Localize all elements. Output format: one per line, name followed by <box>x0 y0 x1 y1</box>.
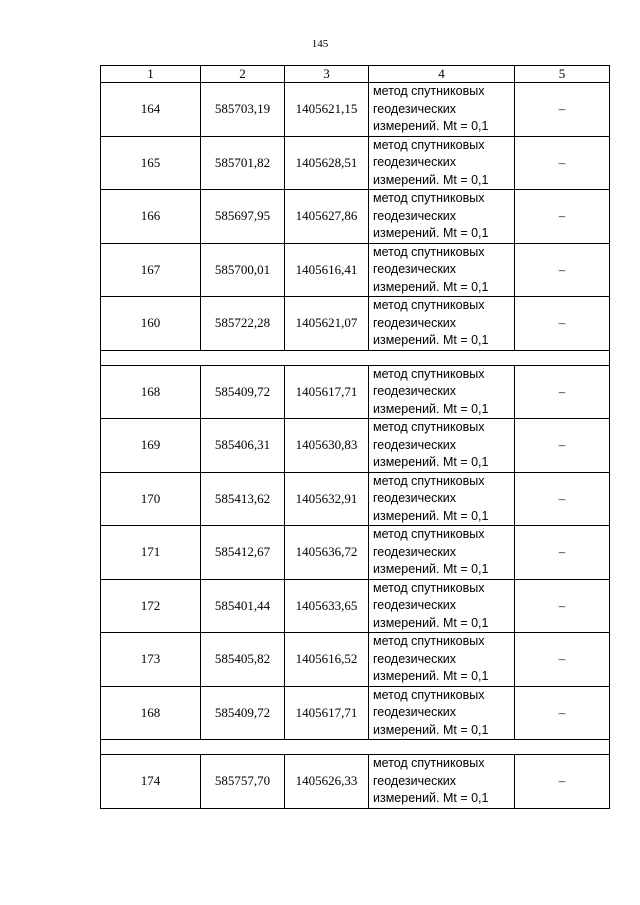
dash-cell: – <box>515 526 610 580</box>
dash-cell: – <box>515 755 610 809</box>
x-coordinate-cell: 585406,31 <box>201 419 285 473</box>
method-line: метод спутниковых <box>373 84 485 98</box>
method-cell <box>369 633 515 687</box>
method-line: геодезических <box>373 315 457 330</box>
table-row <box>101 579 610 633</box>
y-coordinate-cell: 1405632,91 <box>285 472 369 526</box>
method-cell <box>369 526 515 580</box>
table-row <box>101 83 610 137</box>
method-line: геодезических <box>373 101 457 116</box>
dash-cell: – <box>515 190 610 244</box>
y-coordinate-cell: 1405636,72 <box>285 526 369 580</box>
y-coordinate-cell: 1405630,83 <box>285 419 369 473</box>
method-line: метод спутниковых <box>373 634 485 648</box>
method-line: измерений. Mt = 0,1 <box>373 119 489 133</box>
column-header-1: 1 <box>101 66 201 83</box>
x-coordinate-cell: 585757,70 <box>201 755 285 809</box>
table-row <box>101 243 610 297</box>
y-coordinate-cell: 1405616,41 <box>285 243 369 297</box>
page-number: 145 <box>311 38 329 50</box>
point-number-cell: 171 <box>101 526 201 580</box>
point-number-cell: 167 <box>101 243 201 297</box>
group-separator-cell <box>101 740 610 755</box>
point-number-cell: 172 <box>101 579 201 633</box>
y-coordinate-cell: 1405616,52 <box>285 633 369 687</box>
dash-cell: – <box>515 297 610 351</box>
column-header-5: 5 <box>515 66 610 83</box>
table-row <box>101 190 610 244</box>
method-line: метод спутниковых <box>373 580 485 595</box>
group-separator-cell <box>101 350 610 365</box>
y-coordinate-cell: 1405617,71 <box>285 365 369 419</box>
x-coordinate-cell: 585722,28 <box>201 297 285 351</box>
table-row <box>101 419 610 473</box>
method-line: измерений. Mt = 0,1 <box>373 279 489 294</box>
method-cell <box>369 297 515 351</box>
dash-cell: – <box>515 686 610 740</box>
dash-cell: – <box>515 579 610 633</box>
method-line: измерений. Mt = 0,1 <box>373 172 489 187</box>
method-line: геодезических <box>373 491 457 505</box>
point-number-cell: 168 <box>101 365 201 419</box>
table-row <box>101 755 610 809</box>
x-coordinate-cell: 585700,01 <box>201 243 285 297</box>
table-header-row <box>101 66 610 83</box>
table-row <box>101 297 610 351</box>
x-coordinate-cell: 585405,82 <box>201 633 285 687</box>
method-line: геодезических <box>373 544 457 559</box>
dash-cell: – <box>515 83 610 137</box>
dash-cell: – <box>515 472 610 526</box>
method-line: метод спутниковых <box>373 756 485 770</box>
point-number-cell: 164 <box>101 83 201 137</box>
table-row <box>101 526 610 580</box>
x-coordinate-cell: 585413,62 <box>201 472 285 526</box>
column-header-3: 3 <box>285 66 369 83</box>
method-line: геодезических <box>373 262 457 276</box>
method-line: геодезических <box>373 208 457 223</box>
x-coordinate-cell: 585409,72 <box>201 365 285 419</box>
table-row <box>101 472 610 526</box>
method-line: измерений. Mt = 0,1 <box>373 615 489 630</box>
method-line: измерений. Mt = 0,1 <box>373 508 489 523</box>
point-number-cell: 173 <box>101 633 201 687</box>
method-line: метод спутниковых <box>373 527 485 541</box>
method-line: измерений. Mt = 0,1 <box>373 562 489 576</box>
method-line: метод спутниковых <box>373 473 485 488</box>
point-number-cell: 170 <box>101 472 201 526</box>
method-line: метод спутниковых <box>373 137 485 152</box>
method-line: измерений. Mt = 0,1 <box>373 669 489 683</box>
group-separator-row <box>101 350 610 365</box>
table-row <box>101 365 610 419</box>
method-line: измерений. Mt = 0,1 <box>373 791 489 805</box>
table-body <box>101 83 610 809</box>
method-line: геодезических <box>373 384 457 398</box>
dash-cell: – <box>515 243 610 297</box>
method-cell <box>369 686 515 740</box>
column-header-4: 4 <box>369 66 515 83</box>
y-coordinate-cell: 1405627,86 <box>285 190 369 244</box>
method-line: измерений. Mt = 0,1 <box>373 722 489 737</box>
method-line: измерений. Mt = 0,1 <box>373 226 489 240</box>
method-cell <box>369 472 515 526</box>
point-number-cell: 174 <box>101 755 201 809</box>
method-line: измерений. Mt = 0,1 <box>373 333 489 347</box>
dash-cell: – <box>515 136 610 190</box>
coordinates-table <box>100 65 610 809</box>
method-line: метод спутниковых <box>373 420 485 434</box>
point-number-cell: 160 <box>101 297 201 351</box>
method-cell <box>369 419 515 473</box>
x-coordinate-cell: 585409,72 <box>201 686 285 740</box>
method-line: метод спутниковых <box>373 366 485 381</box>
method-line: геодезических <box>373 155 457 169</box>
x-coordinate-cell: 585697,95 <box>201 190 285 244</box>
x-coordinate-cell: 585412,67 <box>201 526 285 580</box>
table-row <box>101 633 610 687</box>
method-line: геодезических <box>373 651 457 666</box>
method-line: метод спутниковых <box>373 687 485 702</box>
method-cell <box>369 579 515 633</box>
method-cell <box>369 365 515 419</box>
y-coordinate-cell: 1405626,33 <box>285 755 369 809</box>
column-header-2: 2 <box>201 66 285 83</box>
method-line: метод спутниковых <box>373 191 485 205</box>
method-line: геодезических <box>373 773 457 788</box>
y-coordinate-cell: 1405633,65 <box>285 579 369 633</box>
point-number-cell: 166 <box>101 190 201 244</box>
method-cell <box>369 755 515 809</box>
method-line: геодезических <box>373 598 457 612</box>
y-coordinate-cell: 1405621,15 <box>285 83 369 137</box>
method-line: метод спутниковых <box>373 244 485 259</box>
y-coordinate-cell: 1405628,51 <box>285 136 369 190</box>
group-separator-row <box>101 740 610 755</box>
method-cell <box>369 243 515 297</box>
y-coordinate-cell: 1405617,71 <box>285 686 369 740</box>
method-cell <box>369 190 515 244</box>
method-line: метод спутниковых <box>373 298 485 312</box>
dash-cell: – <box>515 365 610 419</box>
method-line: геодезических <box>373 437 457 452</box>
point-number-cell: 169 <box>101 419 201 473</box>
method-line: измерений. Mt = 0,1 <box>373 455 489 469</box>
method-cell <box>369 83 515 137</box>
x-coordinate-cell: 585703,19 <box>201 83 285 137</box>
method-line: измерений. Mt = 0,1 <box>373 401 489 416</box>
x-coordinate-cell: 585701,82 <box>201 136 285 190</box>
x-coordinate-cell: 585401,44 <box>201 579 285 633</box>
method-line: геодезических <box>373 705 457 719</box>
y-coordinate-cell: 1405621,07 <box>285 297 369 351</box>
point-number-cell: 168 <box>101 686 201 740</box>
method-cell <box>369 136 515 190</box>
table-row <box>101 686 610 740</box>
point-number-cell: 165 <box>101 136 201 190</box>
dash-cell: – <box>515 419 610 473</box>
table-row <box>101 136 610 190</box>
dash-cell: – <box>515 633 610 687</box>
